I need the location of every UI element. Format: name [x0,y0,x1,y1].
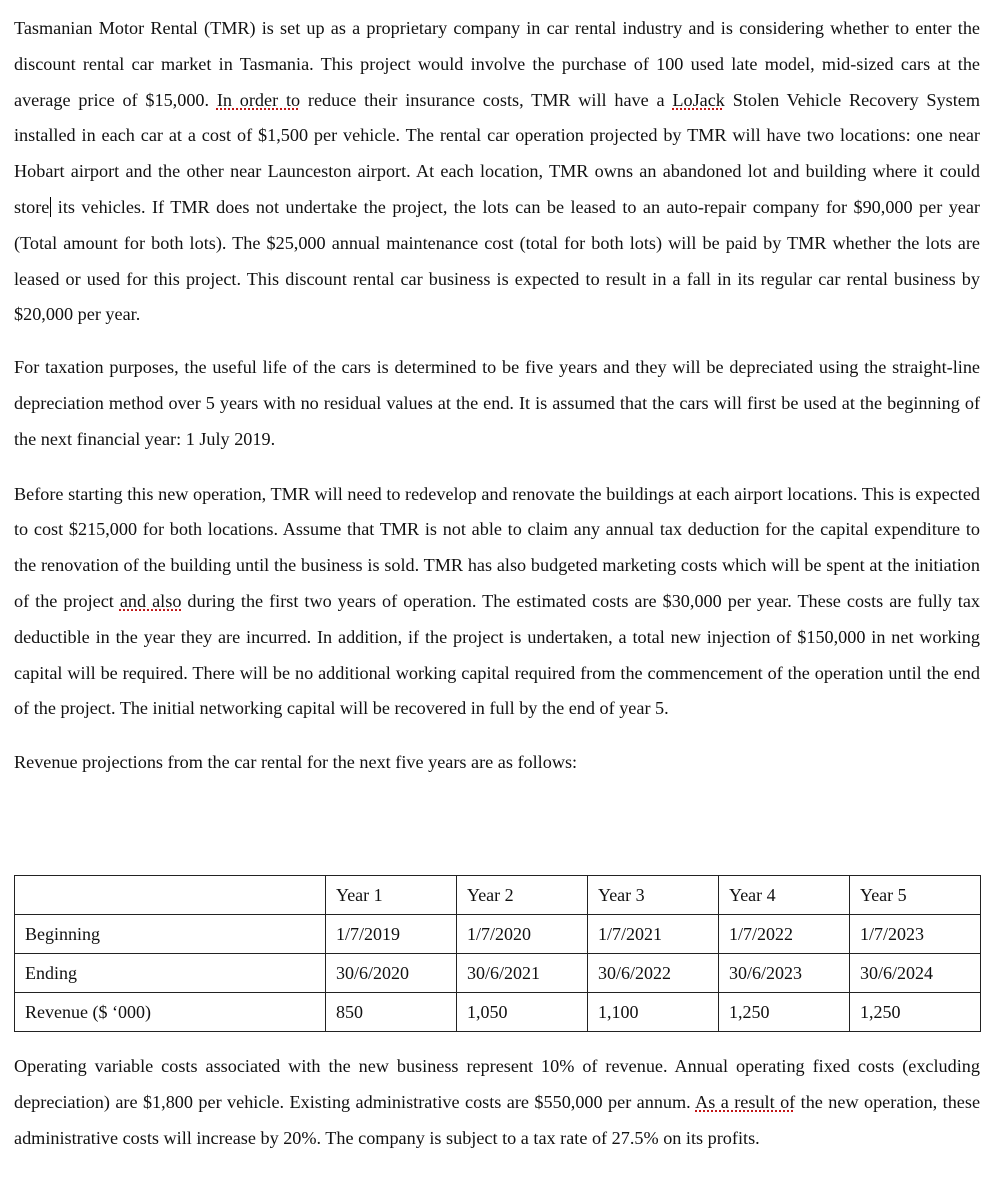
table-row [15,954,981,993]
header-cell [15,876,326,915]
grammar-flag: and also [119,590,182,611]
paragraph-revenue-intro: Revenue projections from the car rental for the next five years are as follows: [14,752,578,773]
header-cell: Year 5 [850,876,981,915]
paragraph-operating-costs: Operating variable costs associated with the new business represent 10% of revenue. Annual operating fixed costs (excluding depreciation) are $1,800 per vehicle. Existing administrative costs are $550,000 per annum. As a result of the new operation, these administrative costs will increase by 20%. The company is subject to a tax rate of 27.5% on its profits. [14,1056,981,1148]
table-cell: 850 [326,993,457,1032]
row-label: Beginning [15,915,326,954]
table-cell: 30/6/2020 [326,954,457,993]
table-cell: 1/7/2023 [850,915,981,954]
header-cell: Year 2 [457,876,588,915]
table-cell: 1/7/2020 [457,915,588,954]
table-cell: 30/6/2023 [719,954,850,993]
table-cell: 30/6/2021 [457,954,588,993]
header-cell: Year 1 [326,876,457,915]
table-cell: 1,250 [719,993,850,1032]
header-cell: Year 3 [588,876,719,915]
table-cell: 1/7/2022 [719,915,850,954]
grammar-flag: In order to [216,89,301,110]
paragraph-depreciation: For taxation purposes, the useful life of the cars is determined to be five years and they will be depreciated using the straight-line depreciation method over 5 years with no residual values at the end. It is assumed that the cars will first be used at the beginning of the next financial year: 1 July 2019. [14,357,980,449]
table-cell: 1/7/2019 [326,915,457,954]
table-cell: 1,050 [457,993,588,1032]
table-header-row [15,876,981,915]
header-cell: Year 4 [719,876,850,915]
table-cell: 1,100 [588,993,719,1032]
revenue-table [14,875,981,1032]
grammar-flag: As a result of [695,1091,796,1112]
table-cell: 1,250 [850,993,981,1032]
paragraph-renovation: Before starting this new operation, TMR will need to redevelop and renovate the buildings at each airport locations. This is expected to cost $215,000 for both locations. Assume that TMR is not able to claim any annual tax deduction for the capital expenditure to the renovation of the building until the business is sold. TMR has also budgeted marketing costs which will be spent at the initiation of the project and also during the first two years of operation. The estimated costs are $30,000 per year. These costs are fully tax deductible in the year they are incurred. In addition, if the project is undertaken, a total new injection of $150,000 in net working capital will be required. There will be no additional working capital required from the commencement of the operation until the end of the project. The initial networking capital will be recovered in full by the end of year 5. [14,483,980,719]
table-cell: 30/6/2024 [850,954,981,993]
table-row [15,993,981,1032]
row-label: Revenue ($ ‘000) [15,993,326,1032]
row-label: Ending [15,954,326,993]
paragraph-project-intro: Tasmanian Motor Rental (TMR) is set up as a proprietary company in car rental industry and is considering whether to enter the discount rental car market in Tasmania. This project would involve the purchase of 100 used late model, mid-sized cars at the average price of $15,000. In order to reduce their insurance costs, TMR will have a LoJack Stolen Vehicle Recovery System installed in each car at a cost of $1,500 per vehicle. The rental car operation projected by TMR will have two locations: one near Hobart airport and the other near Launceston airport. At each location, TMR owns an abandoned lot and building where it could store its vehicles. If TMR does not undertake the project, the lots can be leased to an auto-repair company for $90,000 per year (Total amount for both lots). The $25,000 annual maintenance cost (total for both lots) will be paid by TMR whether the lots are leased or used for this project. This discount rental car business is expected to result in a fall in its regular car rental business by $20,000 per year. [14,18,980,325]
document-page [14,0,981,1148]
table-cell: 30/6/2022 [588,954,719,993]
table-cell: 1/7/2021 [588,915,719,954]
spelling-flag: LoJack [672,89,725,110]
table-row [15,915,981,954]
